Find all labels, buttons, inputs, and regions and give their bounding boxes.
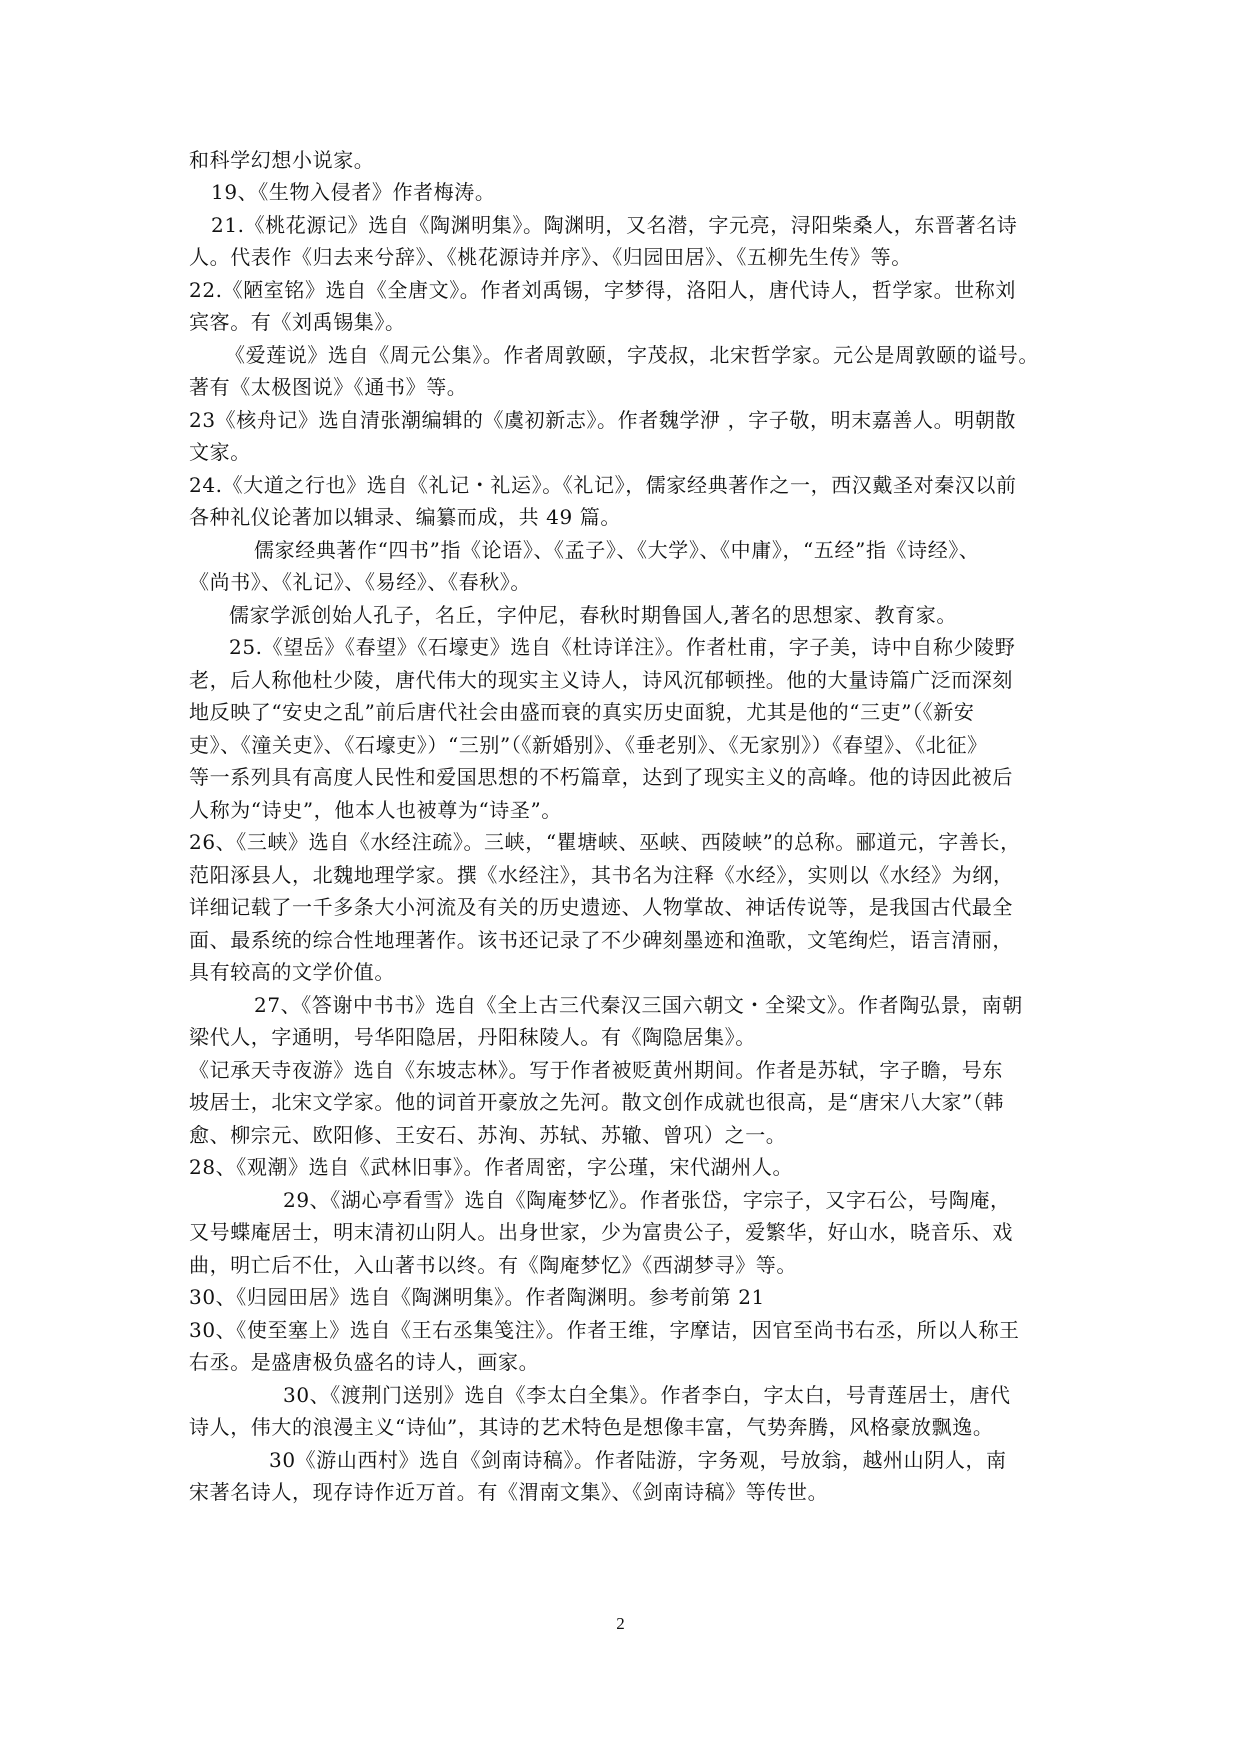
text-line: 儒家学派创始人孔子，名丘，字仲尼，春秋时期鲁国人,著名的思想家、教育家。 — [229, 603, 957, 627]
text-line: 儒家经典著作“四书”指《论语》、《孟子》、《大学》、《中庸》，“五经”指《诗经》、 — [254, 538, 980, 562]
text-line: 30《游山西村》选自《剑南诗稿》。作者陆游，字务观，号放翁，越州山阴人，南 — [269, 1448, 1007, 1472]
text-line: 面、最系统的综合性地理著作。该书还记录了不少碑刻墨迹和渔歌，文笔绚烂，语言清丽， — [189, 928, 1013, 952]
text-line: 宾客。有《刘禹锡集》。 — [189, 310, 406, 334]
text-line: 27、《答谢中书书》选自《全上古三代秦汉三国六朝文・全梁文》。作者陶弘景，南朝 — [254, 993, 1023, 1017]
text-line: 吏》、《潼关吏》、《石壕吏》）“三别”（《新婚别》、《垂老别》、《无家别》）《春望》、《北征》 — [189, 733, 988, 757]
text-line: 19、《生物入侵者》作者梅涛。 — [211, 180, 496, 204]
text-line: 30、《归园田居》选自《陶渊明集》。作者陶渊明。参考前第 21 — [189, 1285, 765, 1309]
text-line: 详细记载了一千多条大小河流及有关的历史遗迹、人物掌故、神话传说等，是我国古代最全 — [189, 895, 1013, 919]
text-line: 各种礼仪论著加以辑录、编纂而成，共 49 篇。 — [189, 505, 621, 529]
text-line: 诗人，伟大的浪漫主义“诗仙”，其诗的艺术特色是想像丰富，气势奔腾，风格豪放飘逸。 — [189, 1415, 994, 1439]
text-line: 等一系列具有高度人民性和爱国思想的不朽篇章，达到了现实主义的高峰。他的诗因此被后 — [189, 765, 1013, 789]
text-line: 人。代表作《归去来兮辞》、《桃花源诗并序》、《归园田居》、《五柳先生传》等。 — [189, 245, 912, 269]
text-line: 30、《渡荆门送别》选自《李太白全集》。作者李白，字太白，号青莲居士，唐代 — [283, 1383, 1011, 1407]
text-line: 文家。 — [189, 440, 251, 464]
text-line: 著有《太极图说》《通书》等。 — [189, 375, 468, 399]
text-line: 29、《湖心亭看雪》选自《陶庵梦忆》。作者张岱，字宗子，又字石公，号陶庵， — [283, 1188, 1011, 1212]
text-line: 24.《大道之行也》选自《礼记・礼运》。《礼记》，儒家经典著作之一，西汉戴圣对秦汉以前 — [189, 473, 1017, 497]
text-line: 人称为“诗史”，他本人也被尊为“诗圣”。 — [189, 798, 562, 822]
text-line: 曲，明亡后不仕，入山著书以终。有《陶庵梦忆》《西湖梦寻》等。 — [189, 1253, 797, 1277]
text-line: 《爱莲说》选自《周元公集》。作者周敦颐，字茂叔，北宋哲学家。元公是周敦颐的谥号。 — [225, 343, 1039, 367]
text-line: 具有较高的文学价值。 — [189, 960, 395, 984]
text-line: 范阳涿县人，北魏地理学家。撰《水经注》，其书名为注释《水经》，实则以《水经》为纲， — [189, 863, 1014, 887]
text-line: 《记承天寺夜游》选自《东坡志林》。写于作者被贬黄州期间。作者是苏轼，字子瞻，号东 — [189, 1058, 1003, 1082]
text-line: 梁代人，字通明，号华阳隐居，丹阳秣陵人。有《陶隐居集》。 — [189, 1025, 756, 1049]
text-line: 老，后人称他杜少陵，唐代伟大的现实主义诗人，诗风沉郁顿挫。他的大量诗篇广泛而深刻 — [189, 668, 1013, 692]
text-line: 21.《桃花源记》选自《陶渊明集》。陶渊明，又名潜，字元亮，浔阳柴桑人，东晋著名诗 — [211, 213, 1018, 237]
text-line: 《尚书》、《礼记》、《易经》、《春秋》。 — [189, 570, 531, 594]
text-line: 22.《陋室铭》选自《全唐文》。作者刘禹锡，字梦得，洛阳人，唐代诗人，哲学家。世称刘 — [189, 278, 1017, 302]
text-line: 30、《使至塞上》选自《王右丞集笺注》。作者王维，字摩诘，因官至尚书右丞，所以人称王 — [189, 1318, 1020, 1342]
text-line: 又号蝶庵居士，明末清初山阴人。出身世家，少为富贵公子，爱繁华，好山水，晓音乐、戏 — [189, 1220, 1013, 1244]
page-number: 2 — [616, 1614, 625, 1633]
text-line: 地反映了“安史之乱”前后唐代社会由盛而衰的真实历史面貌，尤其是他的“三吏”（《新安 — [189, 700, 975, 724]
text-line: 宋著名诗人，现存诗作近万首。有《渭南文集》、《剑南诗稿》等传世。 — [189, 1480, 829, 1504]
text-line: 愈、柳宗元、欧阳修、王安石、苏洵、苏轼、苏辙、曾巩）之一。 — [189, 1123, 787, 1147]
text-line: 28、《观潮》选自《武林旧事》。作者周密，字公瑾，宋代湖州人。 — [189, 1155, 794, 1179]
text-line: 坡居士，北宋文学家。他的词首开豪放之先河。散文创作成就也很高，是“唐宋八大家”（韩 — [189, 1090, 1005, 1114]
text-line: 和科学幻想小说家。 — [189, 148, 375, 172]
text-line: 23《核舟记》选自清张潮编辑的《虞初新志》。作者魏学洢 ，字子敬，明末嘉善人。明朝散 — [189, 408, 1017, 432]
text-line: 25.《望岳》《春望》《石壕吏》选自《杜诗详注》。作者杜甫，字子美，诗中自称少陵野 — [229, 635, 1016, 659]
text-line: 右丞。是盛唐极负盛名的诗人，画家。 — [189, 1350, 540, 1374]
text-line: 26、《三峡》选自《水经注疏》。三峡，“瞿塘峡、巫峡、西陵峡”的总称。郦道元，字善长， — [189, 830, 1021, 854]
